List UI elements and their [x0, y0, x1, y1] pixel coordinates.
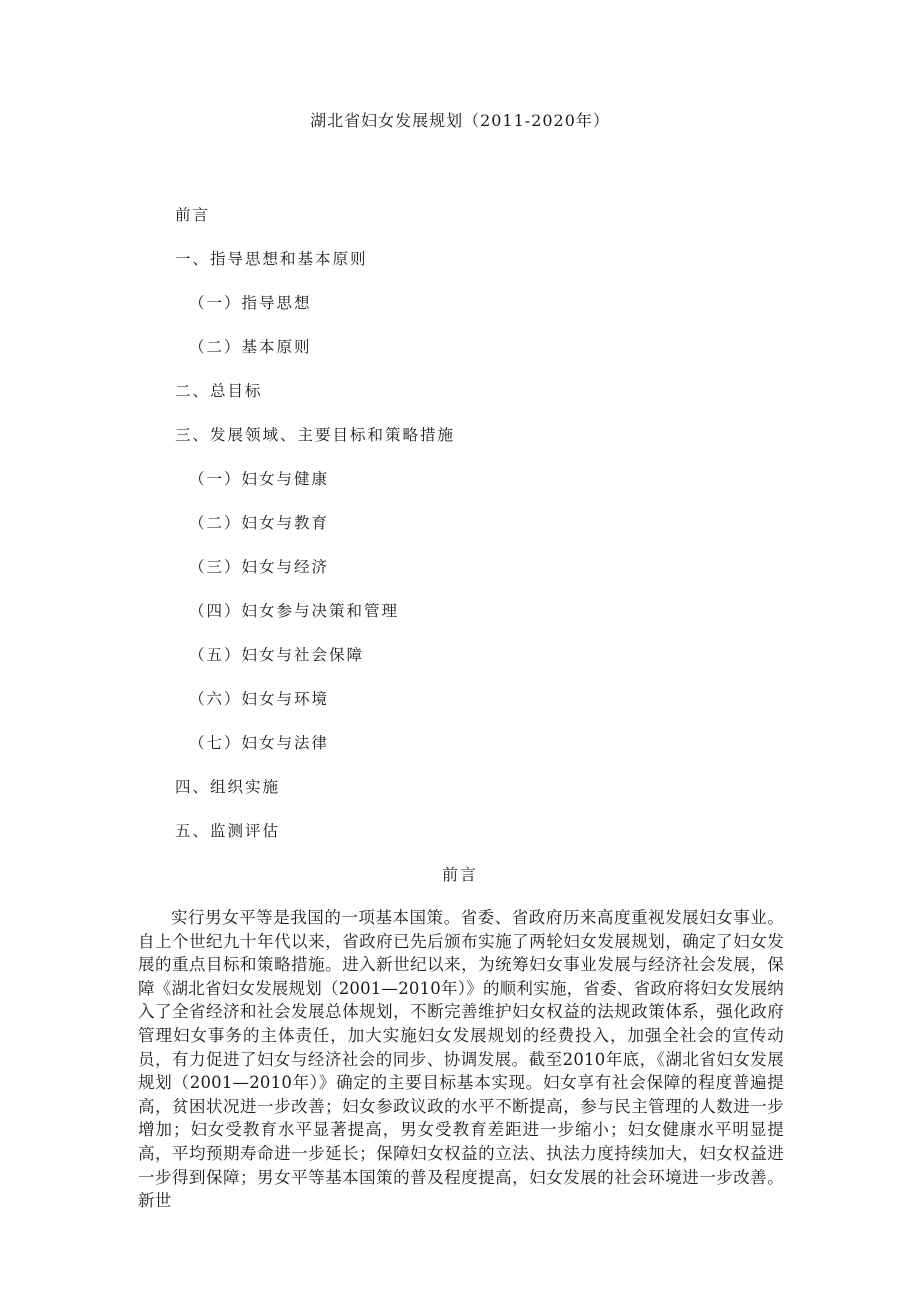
- toc-item-preface: 前言: [175, 206, 211, 224]
- toc-item-1-1: （一）指导思想: [189, 294, 312, 312]
- toc-item-3-6: （六）妇女与环境: [189, 690, 330, 708]
- toc-item-3-1: （一）妇女与健康: [189, 470, 330, 488]
- toc-item-section-3: 三、发展领域、主要目标和策略措施: [175, 426, 456, 444]
- toc-item-3-5: （五）妇女与社会保障: [189, 646, 365, 664]
- toc-item-3-7: （七）妇女与法律: [189, 734, 330, 752]
- toc-item-1-2: （二）基本原则: [189, 338, 312, 356]
- preface-heading: 前言: [441, 865, 478, 884]
- toc-item-3-3: （三）妇女与经济: [189, 558, 330, 576]
- table-of-contents: [175, 203, 455, 863]
- toc-item-section-5: 五、监测评估: [175, 822, 281, 840]
- document-title: 湖北省妇女发展规划（2011-2020年）: [310, 111, 610, 130]
- toc-item-section-1: 一、指导思想和基本原则: [175, 250, 368, 268]
- toc-item-section-2: 二、总目标: [175, 382, 263, 400]
- toc-item-3-4: （四）妇女参与决策和管理: [189, 602, 400, 620]
- preface-paragraph: 实行男女平等是我国的一项基本国策。省委、省政府历来高度重视发展妇女事业。自上个世纪九十年代以来，省政府已先后颁布实施了两轮妇女发展规划，确定了妇女发展的重点目标和策略措施。进入新世纪以来，为统筹妇女事业发展与经济社会发展，保障《湖北省妇女发展规划（2001—2010年）》的顺利实施，省委、省政府将妇女发展纳入了全省经济和社会发展总体规划，不断完善维护妇女权益的法规政策体系，强化政府管理妇女事务的主体责任，加大实施妇女发展规划的经费投入，加强全社会的宣传动员，有力促进了妇女与经济社会的同步、协调发展。截至2010年底，《湖北省妇女发展规划（2001—2010年）》确定的主要目标基本实现。妇女享有社会保障的程度普遍提高，贫困状况进一步改善；妇女参政议政的水平不断提高，参与民主管理的人数进一步增加；妇女受教育水平显著提高，男女受教育差距进一步缩小；妇女健康水平明显提高，平均预期寿命进一步延长；保障妇女权益的立法、执法力度持续加大，妇女权益进一步得到保障；男女平等基本国策的普及程度提高，妇女发展的社会环境进一步改善。新世: [138, 908, 784, 1211]
- toc-item-3-2: （二）妇女与教育: [189, 514, 330, 532]
- toc-item-section-4: 四、组织实施: [175, 778, 281, 796]
